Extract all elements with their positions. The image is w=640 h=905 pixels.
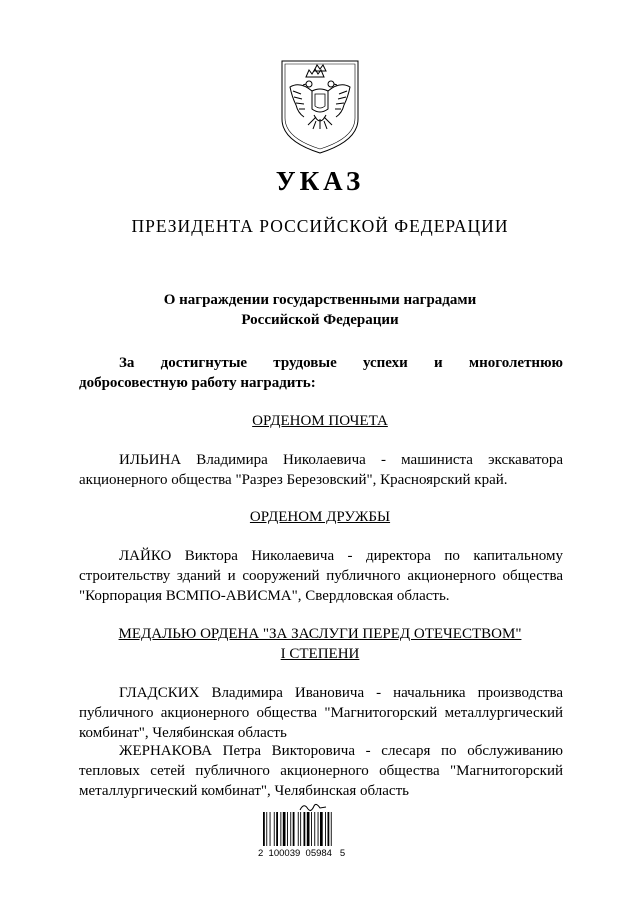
document-title: УКАЗ	[275, 166, 365, 196]
recipient-paragraph: ЖЕРНАКОВА Петра Викторовича - слесаря по обслуживанию тепловых сетей публичного акционерного общества "Магнитогорский металлургический комбинат", Челябинская область	[79, 743, 563, 799]
decree-heading	[0, 290, 640, 330]
barcode-icon	[262, 812, 342, 848]
recipient-paragraph: ИЛЬИНА Владимира Николаевича - машиниста экскаватора акционерного общества "Разрез Березовский", Красноярский край.	[79, 452, 563, 488]
award-heading-line-1: МЕДАЛЬЮ ОРДЕНА "ЗА ЗАСЛУГИ ПЕРЕД ОТЕЧЕСТВОМ"	[118, 626, 522, 642]
document-subtitle: ПРЕЗИДЕНТА РОССИЙСКОЙ ФЕДЕРАЦИИ	[131, 216, 509, 236]
heading-line-1: О награждении государственными наградами	[163, 292, 477, 308]
award-heading-order-of-friendship: ОРДЕНОМ ДРУЖБЫ	[249, 509, 391, 525]
coat-of-arms-icon	[276, 57, 364, 155]
barcode-number: 2 100039 05984 5	[258, 848, 346, 859]
recipient-paragraph: ГЛАДСКИХ Владимира Ивановича - начальника производства публичного акционерного общества "Магнитогорский металлургический комбинат", Челябинская область	[79, 685, 563, 741]
heading-line-2: Российской Федерации	[241, 312, 399, 328]
preamble: За достигнутые трудовые успехи и многолетнюю добросовестную работу наградить:	[79, 355, 563, 391]
recipient-paragraph: ЛАЙКО Виктора Николаевича - директора по капитальному строительству зданий и сооружений публичного акционерного общества "Корпорация ВСМПО-АВИСМА", Свердловская область.	[79, 548, 563, 604]
award-heading-line-2: I СТЕПЕНИ	[280, 646, 360, 662]
award-heading-medal-merit	[0, 624, 640, 664]
award-heading-order-of-honour: ОРДЕНОМ ПОЧЕТА	[252, 413, 388, 429]
